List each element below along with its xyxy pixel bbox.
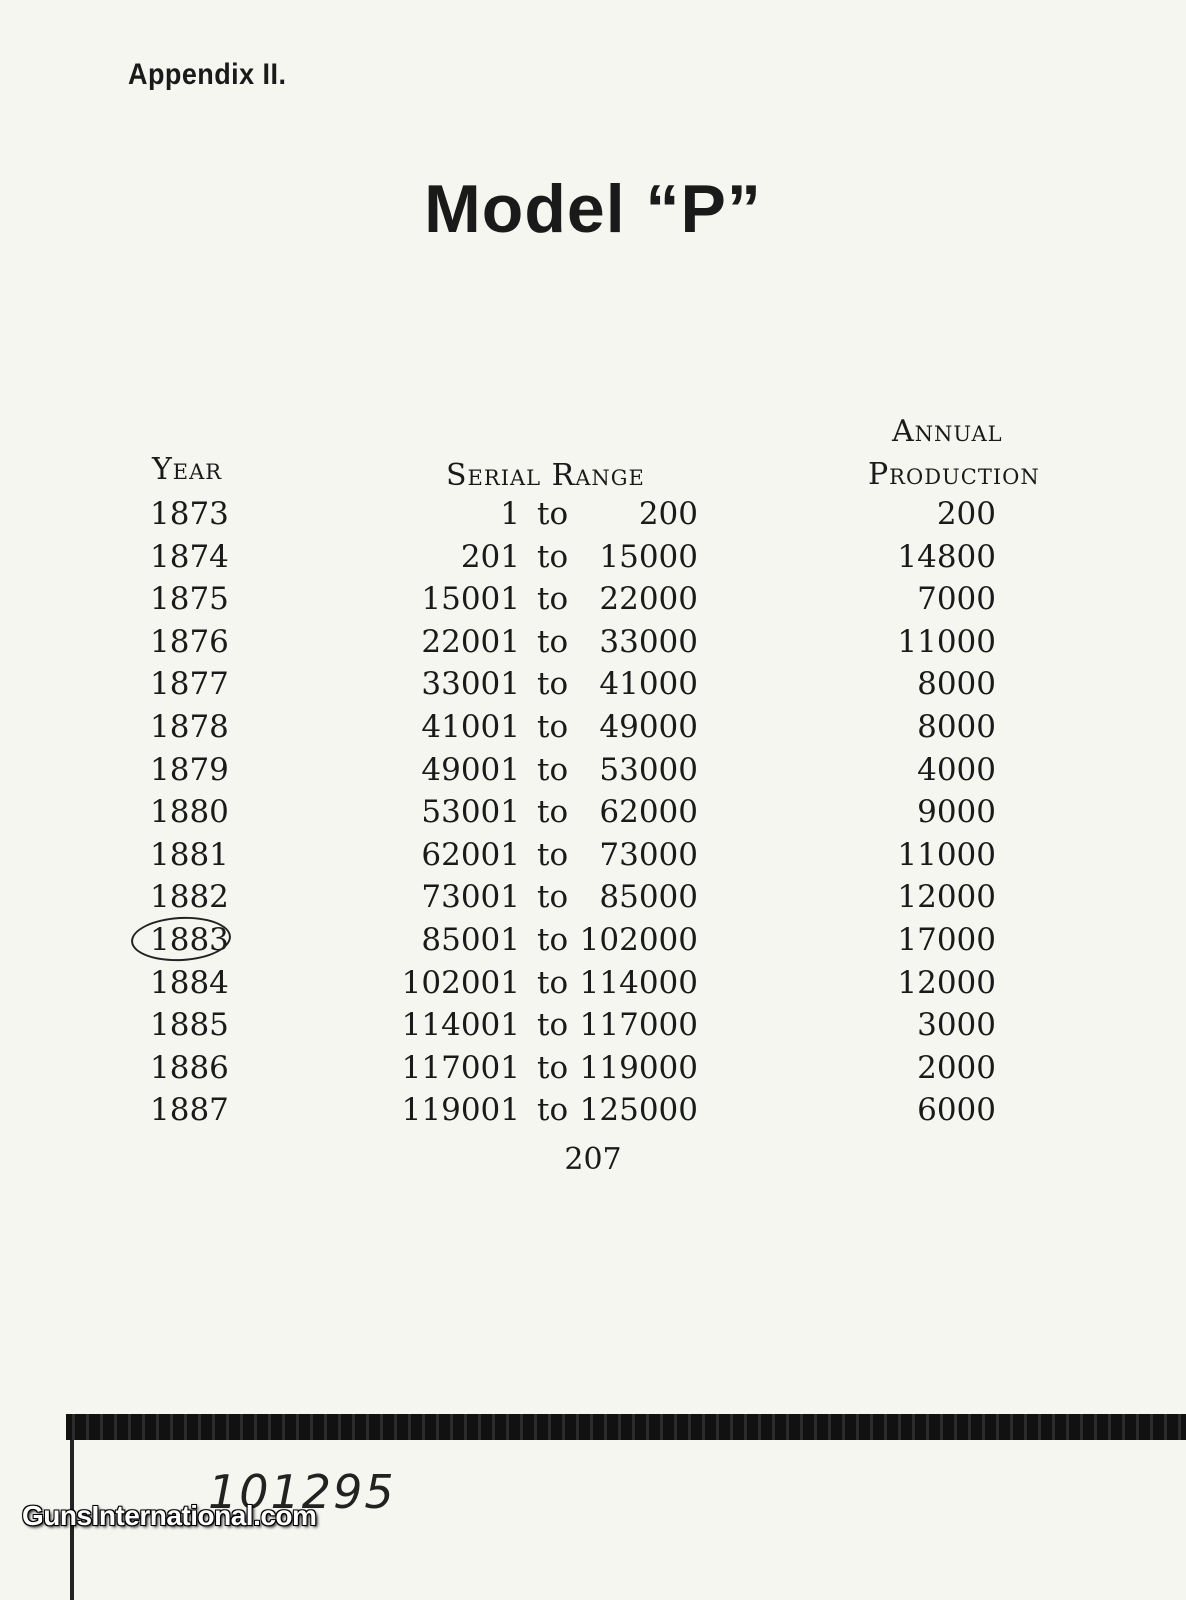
year-cell: 1878: [150, 708, 229, 745]
table-row: [0, 624, 1186, 667]
annual-production-cell: 9000: [917, 794, 996, 831]
annual-production-cell: 6000: [917, 1092, 996, 1129]
to-word: to: [537, 538, 569, 575]
annual-production-cell: 8000: [917, 708, 996, 745]
column-header-year: Year: [152, 452, 223, 487]
serial-end-cell: 22000: [599, 581, 698, 618]
serial-end-cell: 117000: [579, 1007, 698, 1044]
annual-production-cell: 8000: [917, 666, 996, 703]
table-row: [0, 709, 1186, 752]
year-cell: 1873: [150, 496, 229, 532]
table-row: [0, 1092, 1186, 1135]
table-row: [0, 752, 1186, 795]
serial-end-cell: 62000: [599, 794, 698, 831]
serial-from-cell: 119001: [401, 1092, 520, 1129]
serial-from-cell: 22001: [421, 623, 520, 660]
serial-end-cell: 85000: [599, 879, 698, 916]
to-word: to: [537, 1092, 569, 1129]
table-row: [0, 581, 1186, 624]
serial-from-cell: 114001: [401, 1007, 520, 1044]
year-cell: 1884: [150, 964, 229, 1001]
serial-from-cell: 49001: [421, 751, 520, 788]
serial-end-cell: 73000: [599, 836, 698, 873]
serial-from-cell: 85001: [421, 921, 520, 958]
year-cell: 1876: [150, 623, 229, 660]
serial-from-cell: 62001: [421, 836, 520, 873]
serial-end-cell: 125000: [579, 1092, 698, 1129]
table-row: [0, 837, 1186, 880]
column-header-annual: Annual: [892, 414, 1003, 449]
to-word: to: [537, 708, 569, 745]
annual-production-cell: 11000: [897, 623, 996, 660]
to-word: to: [537, 496, 569, 532]
year-cell: 1881: [150, 836, 229, 873]
annual-production-cell: 17000: [897, 921, 996, 958]
year-cell: 1877: [150, 666, 229, 703]
serial-from-cell: 117001: [401, 1049, 520, 1086]
annual-production-cell: 11000: [897, 836, 996, 873]
serial-end-cell: 200: [638, 496, 698, 532]
to-word: to: [537, 666, 569, 703]
annual-production-cell: 7000: [917, 581, 996, 618]
serial-end-cell: 102000: [579, 921, 698, 958]
serial-end-cell: 119000: [579, 1049, 698, 1086]
table-row: [0, 965, 1186, 1008]
table-row: [0, 539, 1186, 582]
serial-end-cell: 114000: [579, 964, 698, 1001]
page-number: 207: [564, 1142, 622, 1177]
binding-edge: [66, 1414, 1186, 1440]
annual-production-cell: 12000: [897, 879, 996, 916]
production-table: [0, 496, 1186, 1135]
to-word: to: [537, 964, 569, 1001]
serial-from-cell: 15001: [421, 581, 520, 618]
serial-from-cell: 102001: [401, 964, 520, 1001]
serial-end-cell: 49000: [599, 708, 698, 745]
table-row: [0, 1050, 1186, 1093]
to-word: to: [537, 623, 569, 660]
year-cell: 1882: [150, 879, 229, 916]
to-word: to: [537, 1007, 569, 1044]
page-title: Model “P”: [424, 171, 762, 247]
year-cell: 1880: [150, 794, 229, 831]
handwritten-note: 101295: [208, 1465, 396, 1519]
serial-end-cell: 53000: [599, 751, 698, 788]
annual-production-cell: 4000: [917, 751, 996, 788]
year-cell: 1875: [150, 581, 229, 618]
serial-from-cell: 73001: [421, 879, 520, 916]
serial-from-cell: 201: [460, 538, 520, 575]
serial-from-cell: 53001: [421, 794, 520, 831]
year-cell: 1874: [150, 538, 229, 575]
annual-production-cell: 2000: [917, 1049, 996, 1086]
annual-production-cell: 200: [936, 496, 996, 532]
watermark-logo: GunsInternational.com: [22, 1500, 317, 1531]
to-word: to: [537, 879, 569, 916]
serial-end-cell: 41000: [599, 666, 698, 703]
table-row: [0, 879, 1186, 922]
annual-production-cell: 3000: [917, 1007, 996, 1044]
annual-production-cell: 12000: [897, 964, 996, 1001]
column-header-production: Production: [868, 457, 1040, 492]
serial-from-cell: 1: [500, 496, 520, 532]
to-word: to: [537, 836, 569, 873]
year-cell: 1887: [150, 1092, 229, 1129]
serial-end-cell: 33000: [599, 623, 698, 660]
table-row: [0, 666, 1186, 709]
year-cell: 1883: [150, 921, 229, 958]
annual-production-cell: 14800: [897, 538, 996, 575]
to-word: to: [537, 794, 569, 831]
to-word: to: [537, 581, 569, 618]
year-cell: 1879: [150, 751, 229, 788]
to-word: to: [537, 921, 569, 958]
column-header-serial-range: Serial Range: [446, 458, 645, 493]
table-row: [0, 1007, 1186, 1050]
to-word: to: [537, 1049, 569, 1086]
appendix-label: Appendix II.: [128, 58, 287, 91]
serial-end-cell: 15000: [599, 538, 698, 575]
year-cell: 1885: [150, 1007, 229, 1044]
year-cell: 1886: [150, 1049, 229, 1086]
serial-from-cell: 33001: [421, 666, 520, 703]
to-word: to: [537, 751, 569, 788]
serial-from-cell: 41001: [421, 708, 520, 745]
table-row: [0, 496, 1186, 539]
table-row: [0, 794, 1186, 837]
